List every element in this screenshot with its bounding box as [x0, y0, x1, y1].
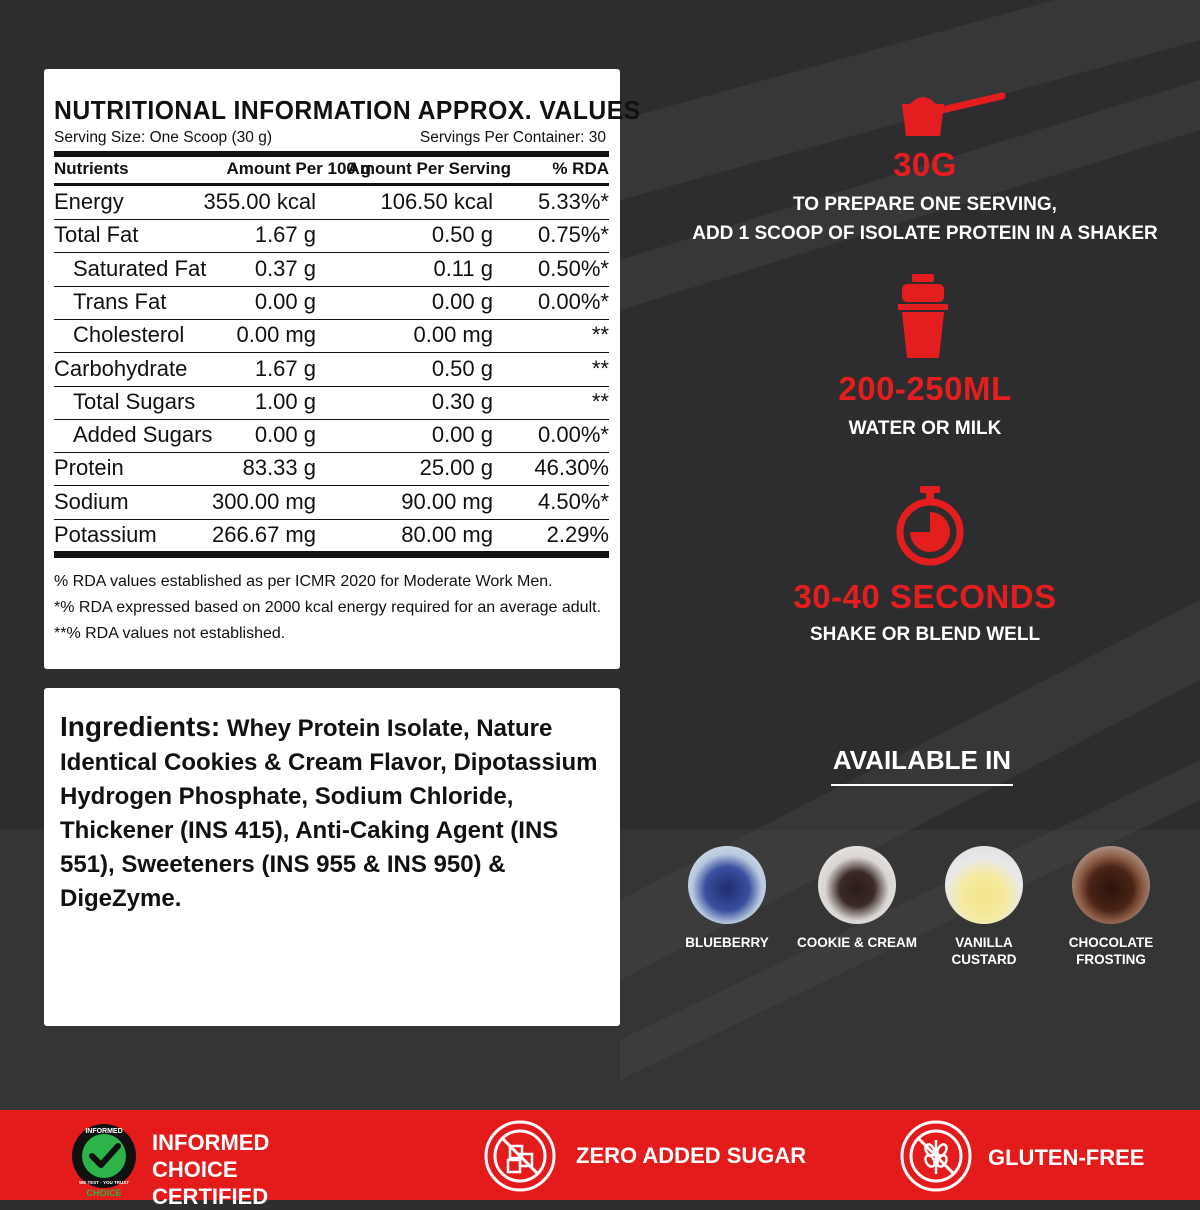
amount-per-100g: 83.33 g — [242, 455, 316, 481]
nutrient-name: Protein — [54, 455, 124, 481]
footer-badges-bar — [0, 1110, 1200, 1209]
nutrient-name: Trans Fat — [73, 288, 167, 314]
step-scoop — [660, 146, 1190, 248]
rda-note: % RDA values established as per ICMR 2020 for Moderate Work Men. — [54, 573, 553, 590]
cookie-cream-icon — [818, 846, 896, 924]
nutrient-name: Cholesterol — [73, 322, 185, 348]
nutrient-row — [54, 287, 609, 320]
flavor-cookie-cream — [797, 846, 917, 951]
no-sugar-icon — [482, 1118, 558, 1194]
flavor-name: BLUEBERRY — [685, 935, 769, 950]
nutrition-facts-panel — [44, 69, 641, 669]
rda-note: *% RDA expressed based on 2000 kcal energy required for an average adult. — [54, 599, 602, 616]
ingredients-panel — [44, 688, 620, 1026]
rda-percent: ** — [591, 388, 609, 414]
amount-per-100g: 0.37 g — [254, 255, 316, 281]
ingredients-text — [60, 710, 610, 916]
rda-note: **% RDA values not established. — [54, 625, 286, 642]
badge-informed-choice: INFORMED CHOICE CERTIFIED — [152, 1130, 270, 1209]
amount-per-100g: 0.00 g — [254, 288, 316, 314]
badge-zero-added-sugar: ZERO ADDED SUGAR — [576, 1143, 807, 1168]
divider-bottom — [54, 551, 609, 558]
header-nutrients: Nutrients — [54, 159, 129, 178]
amount-per-serving: 80.00 mg — [401, 522, 493, 547]
rda-percent: ** — [591, 322, 609, 348]
amount-per-100g: 1.67 g — [254, 355, 316, 381]
rda-percent: 0.00%* — [538, 422, 609, 448]
rda-notes — [54, 569, 601, 647]
nutrient-name: Saturated Fat — [73, 255, 207, 281]
rda-percent: 2.29% — [546, 522, 609, 547]
nutrient-name: Energy — [54, 189, 124, 214]
flavor-vanilla-custard — [924, 846, 1044, 968]
step-value: 200-250ML — [838, 370, 1012, 407]
scoop-icon — [898, 84, 1006, 144]
amount-per-serving: 0.00 g — [431, 288, 493, 314]
amount-per-serving: 0.50 g — [431, 355, 493, 381]
rda-percent: 4.50%* — [538, 488, 609, 514]
header-rda: % RDA — [552, 159, 609, 178]
divider-header — [54, 183, 609, 186]
nutrient-row — [54, 187, 609, 220]
amount-per-100g: 1.00 g — [254, 388, 316, 414]
step-value: 30-40 SECONDS — [793, 578, 1057, 615]
ingredients-label: Ingredients: — [60, 711, 221, 742]
amount-per-serving: 0.50 g — [431, 222, 493, 248]
rda-percent: 46.30% — [534, 455, 609, 481]
amount-per-serving: 90.00 mg — [401, 488, 493, 514]
nutrient-row — [54, 520, 609, 553]
amount-per-100g: 355.00 kcal — [203, 189, 316, 214]
nutrient-row — [54, 487, 609, 520]
flavor-blueberry — [667, 846, 787, 951]
blueberry-icon — [688, 846, 766, 924]
step-desc: WATER OR MILK — [848, 418, 1002, 439]
amount-per-serving: 0.00 mg — [413, 322, 493, 348]
nutrition-title: NUTRITIONAL INFORMATION APPROX. VALUES — [54, 95, 641, 125]
rda-percent: 0.75%* — [538, 222, 609, 248]
flavor-name: CHOCOLATE FROSTING — [1068, 935, 1154, 967]
rda-percent: 5.33%* — [538, 189, 609, 214]
rda-percent: 0.50%* — [538, 255, 609, 281]
amount-per-serving: 0.30 g — [431, 388, 493, 414]
seal-top-text: INFORMED — [85, 1128, 123, 1135]
chocolate-frosting-icon — [1072, 846, 1150, 924]
nutrient-name: Total Fat — [54, 222, 139, 248]
rda-percent: 0.00%* — [538, 288, 609, 314]
ingredients-list: Whey Protein Isolate, Nature Identical Cookies & Cream Flavor, Dipotassium Hydrogen Phosphate, Sodium Chloride, Thickener (INS 415), Anti-Caking Agent (INS 551), Sweeteners (INS 955 & INS 950) & DigeZyme. — [60, 715, 598, 912]
nutrient-name: Added Sugars — [73, 422, 213, 448]
divider-thick — [54, 151, 609, 157]
amount-per-serving: 0.00 g — [431, 422, 493, 448]
step-desc: ADD 1 SCOOP OF ISOLATE PROTEIN IN A SHAKER — [692, 223, 1158, 244]
header-per-serving: Amount Per Serving — [347, 159, 511, 178]
step-value: 30G — [893, 146, 957, 183]
nutrient-name: Carbohydrate — [54, 355, 188, 381]
gluten-free-icon — [898, 1118, 974, 1194]
available-in-title: AVAILABLE IN — [832, 745, 1012, 775]
nutrient-name: Sodium — [54, 488, 129, 514]
badge-gluten-free: GLUTEN-FREE — [988, 1145, 1145, 1170]
step-desc: TO PREPARE ONE SERVING, — [793, 194, 1057, 215]
shaker-icon — [896, 274, 950, 360]
servings-per-container: Servings Per Container: 30 — [419, 129, 606, 146]
flavor-name: COOKIE & CREAM — [797, 935, 918, 950]
nutrient-row — [54, 420, 609, 453]
amount-per-100g: 1.67 g — [254, 222, 316, 248]
seal-mid-text: WE TEST · YOU TRUST — [79, 1180, 129, 1185]
rda-percent: ** — [591, 355, 609, 381]
nutrient-row — [54, 254, 609, 287]
stopwatch-icon — [892, 486, 968, 566]
amount-per-100g: 0.00 g — [254, 422, 316, 448]
amount-per-serving: 106.50 kcal — [380, 189, 493, 214]
amount-per-serving: 0.11 g — [433, 255, 493, 281]
amount-per-100g: 266.67 mg — [212, 522, 316, 547]
vanilla-custard-icon — [945, 846, 1023, 924]
available-in-underline — [831, 784, 1013, 786]
nutrient-row — [54, 354, 609, 387]
serving-size: Serving Size: One Scoop (30 g) — [54, 129, 272, 146]
nutrient-row — [54, 453, 609, 486]
seal-bottom-text: CHOICE — [86, 1188, 122, 1196]
amount-per-serving: 25.00 g — [419, 455, 493, 481]
flavor-name: VANILLA CUSTARD — [951, 935, 1017, 967]
nutrient-row — [54, 387, 609, 420]
step-time — [660, 578, 1190, 649]
nutrient-name: Potassium — [54, 522, 157, 547]
step-desc: SHAKE OR BLEND WELL — [809, 624, 1041, 645]
step-liquid — [660, 370, 1190, 443]
header-per-100g: Amount Per 100 g — [226, 159, 371, 178]
informed-choice-icon — [66, 1120, 142, 1196]
amount-per-100g: 300.00 mg — [212, 488, 316, 514]
flavor-chocolate-frosting — [1051, 846, 1171, 968]
nutrient-row — [54, 320, 609, 353]
nutrient-name: Total Sugars — [73, 388, 196, 414]
nutrition-header-row — [54, 159, 609, 185]
nutrient-row — [54, 220, 609, 253]
amount-per-100g: 0.00 mg — [236, 322, 316, 348]
